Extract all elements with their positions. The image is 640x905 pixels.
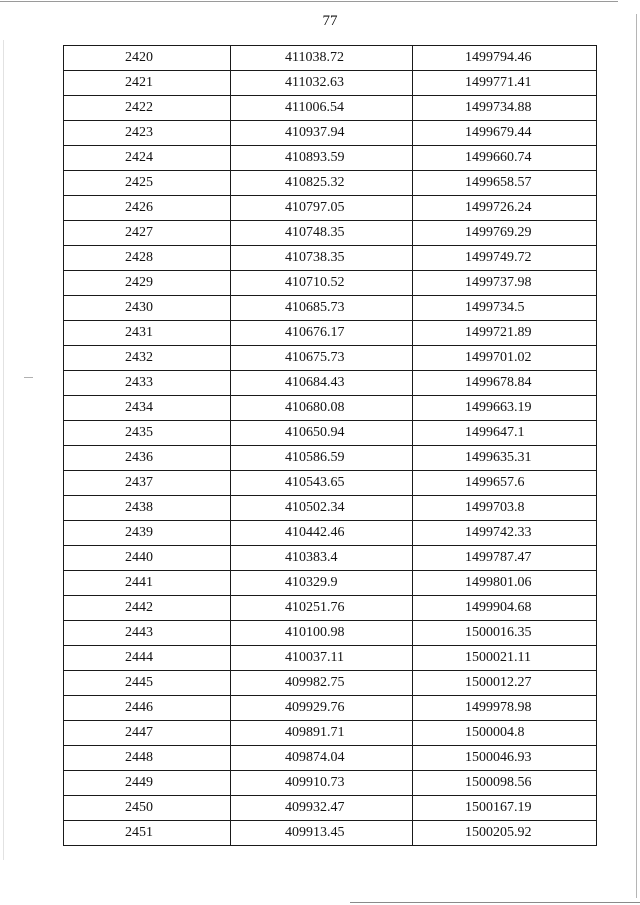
- x-coordinate-cell: 410675.73: [231, 346, 413, 371]
- x-coordinate-cell: 410502.34: [231, 496, 413, 521]
- y-coordinate-cell: 1499647.1: [413, 421, 597, 446]
- table-row: [64, 471, 597, 496]
- table-row: [64, 671, 597, 696]
- x-coordinate-cell: 411038.72: [231, 46, 413, 71]
- table-row: [64, 396, 597, 421]
- y-coordinate-cell: 1499658.57: [413, 171, 597, 196]
- y-coordinate-cell: 1500004.8: [413, 721, 597, 746]
- x-coordinate-cell: 410685.73: [231, 296, 413, 321]
- point-number-cell: 2423: [64, 121, 231, 146]
- scan-edge-left: [3, 40, 4, 860]
- x-coordinate-cell: 410100.98: [231, 621, 413, 646]
- point-number-cell: 2426: [64, 196, 231, 221]
- x-coordinate-cell: 410825.32: [231, 171, 413, 196]
- table-row: [64, 771, 597, 796]
- y-coordinate-cell: 1499904.68: [413, 596, 597, 621]
- y-coordinate-cell: 1499679.44: [413, 121, 597, 146]
- point-number-cell: 2438: [64, 496, 231, 521]
- table-row: [64, 171, 597, 196]
- x-coordinate-cell: 411006.54: [231, 96, 413, 121]
- table-row: [64, 796, 597, 821]
- point-number-cell: 2447: [64, 721, 231, 746]
- point-number-cell: 2435: [64, 421, 231, 446]
- table-row: [64, 621, 597, 646]
- y-coordinate-cell: 1499734.88: [413, 96, 597, 121]
- point-number-cell: 2432: [64, 346, 231, 371]
- point-number-cell: 2427: [64, 221, 231, 246]
- point-number-cell: 2444: [64, 646, 231, 671]
- y-coordinate-cell: 1499663.19: [413, 396, 597, 421]
- y-coordinate-cell: 1499701.02: [413, 346, 597, 371]
- scan-edge-right: [636, 14, 637, 898]
- table-row: [64, 446, 597, 471]
- x-coordinate-cell: 410684.43: [231, 371, 413, 396]
- x-coordinate-cell: 410442.46: [231, 521, 413, 546]
- table-row: [64, 746, 597, 771]
- y-coordinate-cell: 1499734.5: [413, 296, 597, 321]
- x-coordinate-cell: 410748.35: [231, 221, 413, 246]
- y-coordinate-cell: 1499787.47: [413, 546, 597, 571]
- point-number-cell: 2425: [64, 171, 231, 196]
- point-number-cell: 2422: [64, 96, 231, 121]
- point-number-cell: 2448: [64, 746, 231, 771]
- table-row: [64, 346, 597, 371]
- x-coordinate-cell: 410797.05: [231, 196, 413, 221]
- table-row: [64, 521, 597, 546]
- x-coordinate-cell: 411032.63: [231, 71, 413, 96]
- table-row: [64, 721, 597, 746]
- x-coordinate-cell: 410329.9: [231, 571, 413, 596]
- y-coordinate-cell: 1500016.35: [413, 621, 597, 646]
- table-row: [64, 246, 597, 271]
- x-coordinate-cell: 410650.94: [231, 421, 413, 446]
- x-coordinate-cell: 410543.65: [231, 471, 413, 496]
- y-coordinate-cell: 1499749.72: [413, 246, 597, 271]
- y-coordinate-cell: 1500167.19: [413, 796, 597, 821]
- x-coordinate-cell: 409913.45: [231, 821, 413, 846]
- coordinates-table-body: [64, 46, 597, 846]
- table-row: [64, 421, 597, 446]
- x-coordinate-cell: 409891.71: [231, 721, 413, 746]
- x-coordinate-cell: 410937.94: [231, 121, 413, 146]
- y-coordinate-cell: 1499660.74: [413, 146, 597, 171]
- table-row: [64, 271, 597, 296]
- x-coordinate-cell: 409874.04: [231, 746, 413, 771]
- point-number-cell: 2431: [64, 321, 231, 346]
- page-number: 77: [322, 13, 338, 29]
- table-row: [64, 121, 597, 146]
- x-coordinate-cell: 409982.75: [231, 671, 413, 696]
- table-row: [64, 221, 597, 246]
- table-row: [64, 46, 597, 71]
- y-coordinate-cell: 1500012.27: [413, 671, 597, 696]
- x-coordinate-cell: 409932.47: [231, 796, 413, 821]
- x-coordinate-cell: 410037.11: [231, 646, 413, 671]
- point-number-cell: 2429: [64, 271, 231, 296]
- table-row: [64, 296, 597, 321]
- x-coordinate-cell: 410383.4: [231, 546, 413, 571]
- table-row: [64, 571, 597, 596]
- y-coordinate-cell: 1499657.6: [413, 471, 597, 496]
- point-number-cell: 2430: [64, 296, 231, 321]
- y-coordinate-cell: 1499737.98: [413, 271, 597, 296]
- point-number-cell: 2449: [64, 771, 231, 796]
- point-number-cell: 2424: [64, 146, 231, 171]
- x-coordinate-cell: 410586.59: [231, 446, 413, 471]
- y-coordinate-cell: 1500021.11: [413, 646, 597, 671]
- x-coordinate-cell: 410710.52: [231, 271, 413, 296]
- y-coordinate-cell: 1499771.41: [413, 71, 597, 96]
- y-coordinate-cell: 1500205.92: [413, 821, 597, 846]
- x-coordinate-cell: 409910.73: [231, 771, 413, 796]
- table-row: [64, 96, 597, 121]
- point-number-cell: 2434: [64, 396, 231, 421]
- y-coordinate-cell: 1499703.8: [413, 496, 597, 521]
- y-coordinate-cell: 1499721.89: [413, 321, 597, 346]
- point-number-cell: 2433: [64, 371, 231, 396]
- x-coordinate-cell: 410680.08: [231, 396, 413, 421]
- point-number-cell: 2428: [64, 246, 231, 271]
- y-coordinate-cell: 1500098.56: [413, 771, 597, 796]
- x-coordinate-cell: 410893.59: [231, 146, 413, 171]
- point-number-cell: 2445: [64, 671, 231, 696]
- point-number-cell: 2436: [64, 446, 231, 471]
- x-coordinate-cell: 410251.76: [231, 596, 413, 621]
- table-row: [64, 821, 597, 846]
- point-number-cell: 2441: [64, 571, 231, 596]
- y-coordinate-cell: 1499742.33: [413, 521, 597, 546]
- y-coordinate-cell: 1499635.31: [413, 446, 597, 471]
- table-row: [64, 496, 597, 521]
- table-row: [64, 146, 597, 171]
- x-coordinate-cell: 410676.17: [231, 321, 413, 346]
- point-number-cell: 2437: [64, 471, 231, 496]
- point-number-cell: 2440: [64, 546, 231, 571]
- y-coordinate-cell: 1499801.06: [413, 571, 597, 596]
- point-number-cell: 2450: [64, 796, 231, 821]
- table-row: [64, 371, 597, 396]
- table-row: [64, 696, 597, 721]
- x-coordinate-cell: 410738.35: [231, 246, 413, 271]
- scan-edge-top: [0, 1, 618, 2]
- margin-mark: [24, 377, 33, 378]
- point-number-cell: 2442: [64, 596, 231, 621]
- point-number-cell: 2451: [64, 821, 231, 846]
- y-coordinate-cell: 1499794.46: [413, 46, 597, 71]
- table-row: [64, 646, 597, 671]
- y-coordinate-cell: 1499678.84: [413, 371, 597, 396]
- y-coordinate-cell: 1499978.98: [413, 696, 597, 721]
- point-number-cell: 2446: [64, 696, 231, 721]
- table-row: [64, 196, 597, 221]
- y-coordinate-cell: 1499769.29: [413, 221, 597, 246]
- x-coordinate-cell: 409929.76: [231, 696, 413, 721]
- table-row: [64, 321, 597, 346]
- point-number-cell: 2420: [64, 46, 231, 71]
- coordinates-table: [63, 45, 597, 846]
- point-number-cell: 2443: [64, 621, 231, 646]
- table-row: [64, 546, 597, 571]
- y-coordinate-cell: 1500046.93: [413, 746, 597, 771]
- y-coordinate-cell: 1499726.24: [413, 196, 597, 221]
- table-row: [64, 596, 597, 621]
- scan-edge-bottom: [350, 902, 640, 903]
- point-number-cell: 2439: [64, 521, 231, 546]
- point-number-cell: 2421: [64, 71, 231, 96]
- table-row: [64, 71, 597, 96]
